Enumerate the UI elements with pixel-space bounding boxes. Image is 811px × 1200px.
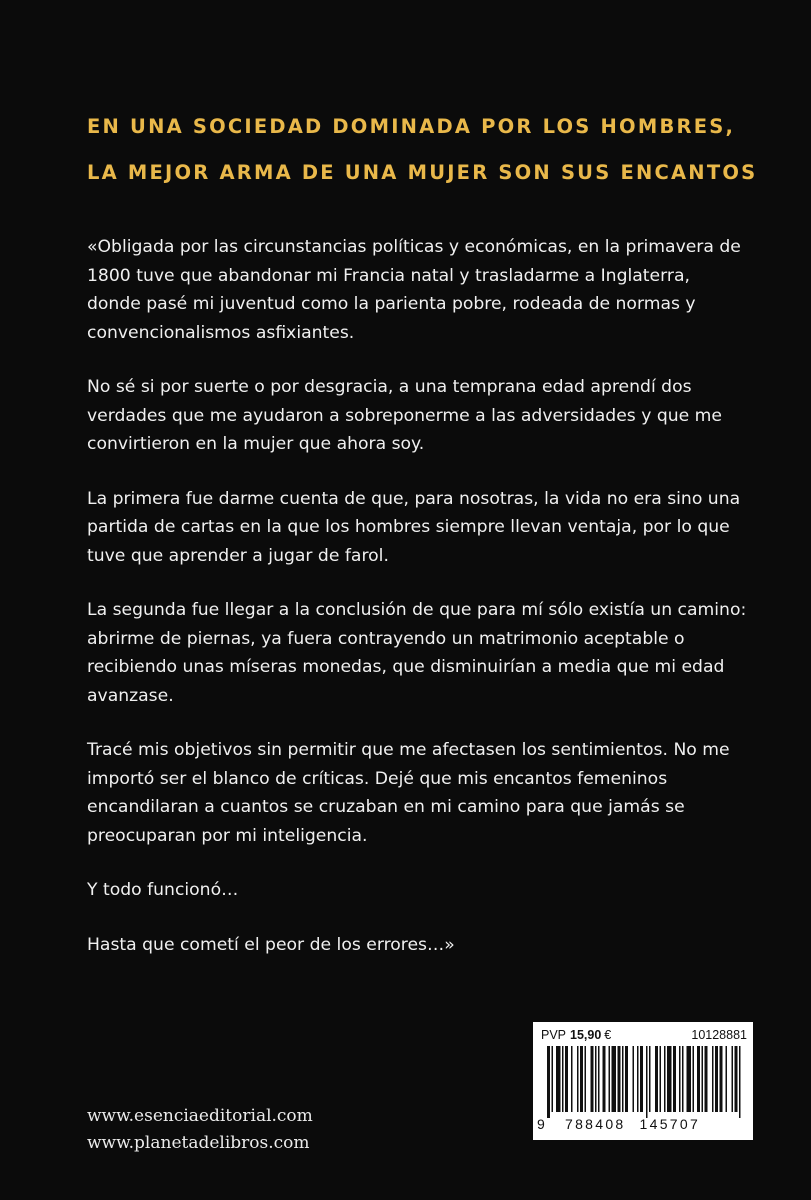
barcode-bar bbox=[646, 1046, 648, 1118]
synopsis-paragraph-3: La primera fue darme cuenta de que, para nosotras, la vida no era sino una partida de cartas en la que los hombres siempre llevan ventaja, por lo que tuve que aprender a jugar de farol. bbox=[87, 488, 741, 566]
price-row bbox=[541, 1028, 747, 1042]
barcode-bar bbox=[556, 1046, 561, 1112]
synopsis-paragraph-5: Tracé mis objetivos sin permitir que me afectasen los sentimientos. No me importó ser el blanco de críticas. Dejé que mis encantos femeninos encandilaran a cuantos se cruzaban en mi camino para que jamás se preocuparan por mi inteligencia. bbox=[87, 740, 730, 846]
barcode-bar bbox=[739, 1046, 741, 1118]
barcode-bar bbox=[625, 1046, 628, 1112]
barcode-bar bbox=[565, 1046, 568, 1112]
barcode-bar bbox=[547, 1046, 550, 1118]
synopsis-paragraph-2: No sé si por suerte o por desgracia, a una temprana edad aprendí dos verdades que me ayudaron a sobreponerme a las adversidades y que me convirtieron en la mujer que ahora soy. bbox=[87, 377, 722, 454]
barcode-bar bbox=[637, 1046, 639, 1112]
barcode-bar bbox=[552, 1046, 554, 1112]
barcode-bar bbox=[598, 1046, 600, 1112]
barcode-bar bbox=[682, 1046, 684, 1112]
barcode-bar bbox=[612, 1046, 617, 1112]
barcode-bar bbox=[697, 1046, 700, 1112]
barcode-bar bbox=[591, 1046, 594, 1112]
url-planeta: www.planetadelibros.com bbox=[87, 1133, 310, 1153]
headline-line-1: EN UNA SOCIEDAD DOMINADA POR LOS HOMBRES, bbox=[87, 115, 736, 138]
barcode-bar bbox=[640, 1046, 643, 1112]
barcode-box bbox=[533, 1022, 753, 1140]
barcode-bar bbox=[702, 1046, 704, 1112]
isbn-digits bbox=[537, 1116, 749, 1132]
headline bbox=[87, 104, 767, 196]
headline-line-2: LA MEJOR ARMA DE UNA MUJER SON SUS ENCANTOS bbox=[87, 161, 758, 184]
barcode-bar bbox=[687, 1046, 692, 1112]
barcode-bar bbox=[603, 1046, 606, 1112]
isbn-group-2: 145707 bbox=[639, 1116, 701, 1132]
barcode-icon bbox=[547, 1046, 741, 1118]
barcode-bar bbox=[595, 1046, 597, 1112]
barcode-bar bbox=[735, 1046, 738, 1112]
barcode-bar bbox=[715, 1046, 718, 1112]
barcode-bar bbox=[667, 1046, 672, 1112]
barcode-bar bbox=[705, 1046, 708, 1112]
barcode-bar bbox=[732, 1046, 734, 1112]
barcode-bar bbox=[577, 1046, 579, 1112]
barcode-bar bbox=[712, 1046, 714, 1112]
barcode-bar bbox=[655, 1046, 658, 1112]
barcode-bar bbox=[580, 1046, 583, 1112]
synopsis-paragraph-6: Y todo funcionó… bbox=[87, 880, 239, 900]
barcode-bar bbox=[571, 1046, 573, 1112]
barcode-bar bbox=[660, 1046, 662, 1112]
barcode-bar bbox=[622, 1046, 624, 1112]
barcode-bar bbox=[562, 1046, 564, 1112]
barcode-bar bbox=[633, 1046, 635, 1112]
isbn-first-digit: 9 bbox=[537, 1116, 548, 1132]
url-esencia: www.esenciaeditorial.com bbox=[87, 1106, 313, 1126]
price-value: 15,90 bbox=[570, 1028, 602, 1042]
barcode-bar bbox=[679, 1046, 681, 1112]
barcode-bar bbox=[649, 1046, 651, 1112]
barcode-bar bbox=[609, 1046, 611, 1112]
barcode-bar bbox=[618, 1046, 621, 1112]
isbn-group-1: 788408 bbox=[565, 1116, 626, 1132]
barcode-bar bbox=[664, 1046, 666, 1112]
synopsis-paragraph-1: «Obligada por las circunstancias políticas y económicas, en la primavera de 1800 tuve que abandonar mi Francia natal y trasladarme a Inglaterra, donde pasé mi juventud como la parienta pobre, rodeada de normas y convencionalismos asfixiantes. bbox=[87, 237, 741, 343]
barcode-bar bbox=[726, 1046, 728, 1112]
synopsis bbox=[87, 233, 747, 985]
currency-symbol: € bbox=[604, 1028, 612, 1042]
publisher-urls bbox=[87, 1103, 313, 1157]
pvp-label: PVP bbox=[541, 1028, 567, 1042]
synopsis-paragraph-7: Hasta que cometí el peor de los errores…» bbox=[87, 934, 455, 955]
synopsis-paragraph-4: La segunda fue llegar a la conclusión de que para mí sólo existía un camino: abrirme de piernas, ya fuera contrayendo un matrimonio aceptable o recibiendo unas míseras monedas, que disminuirían a media que mi edad avanzase. bbox=[87, 600, 747, 706]
barcode-bar bbox=[585, 1046, 587, 1112]
product-code: 10128881 bbox=[691, 1028, 747, 1042]
barcode-bar bbox=[673, 1046, 676, 1112]
barcode-bar bbox=[720, 1046, 723, 1112]
barcode-bar bbox=[693, 1046, 695, 1112]
